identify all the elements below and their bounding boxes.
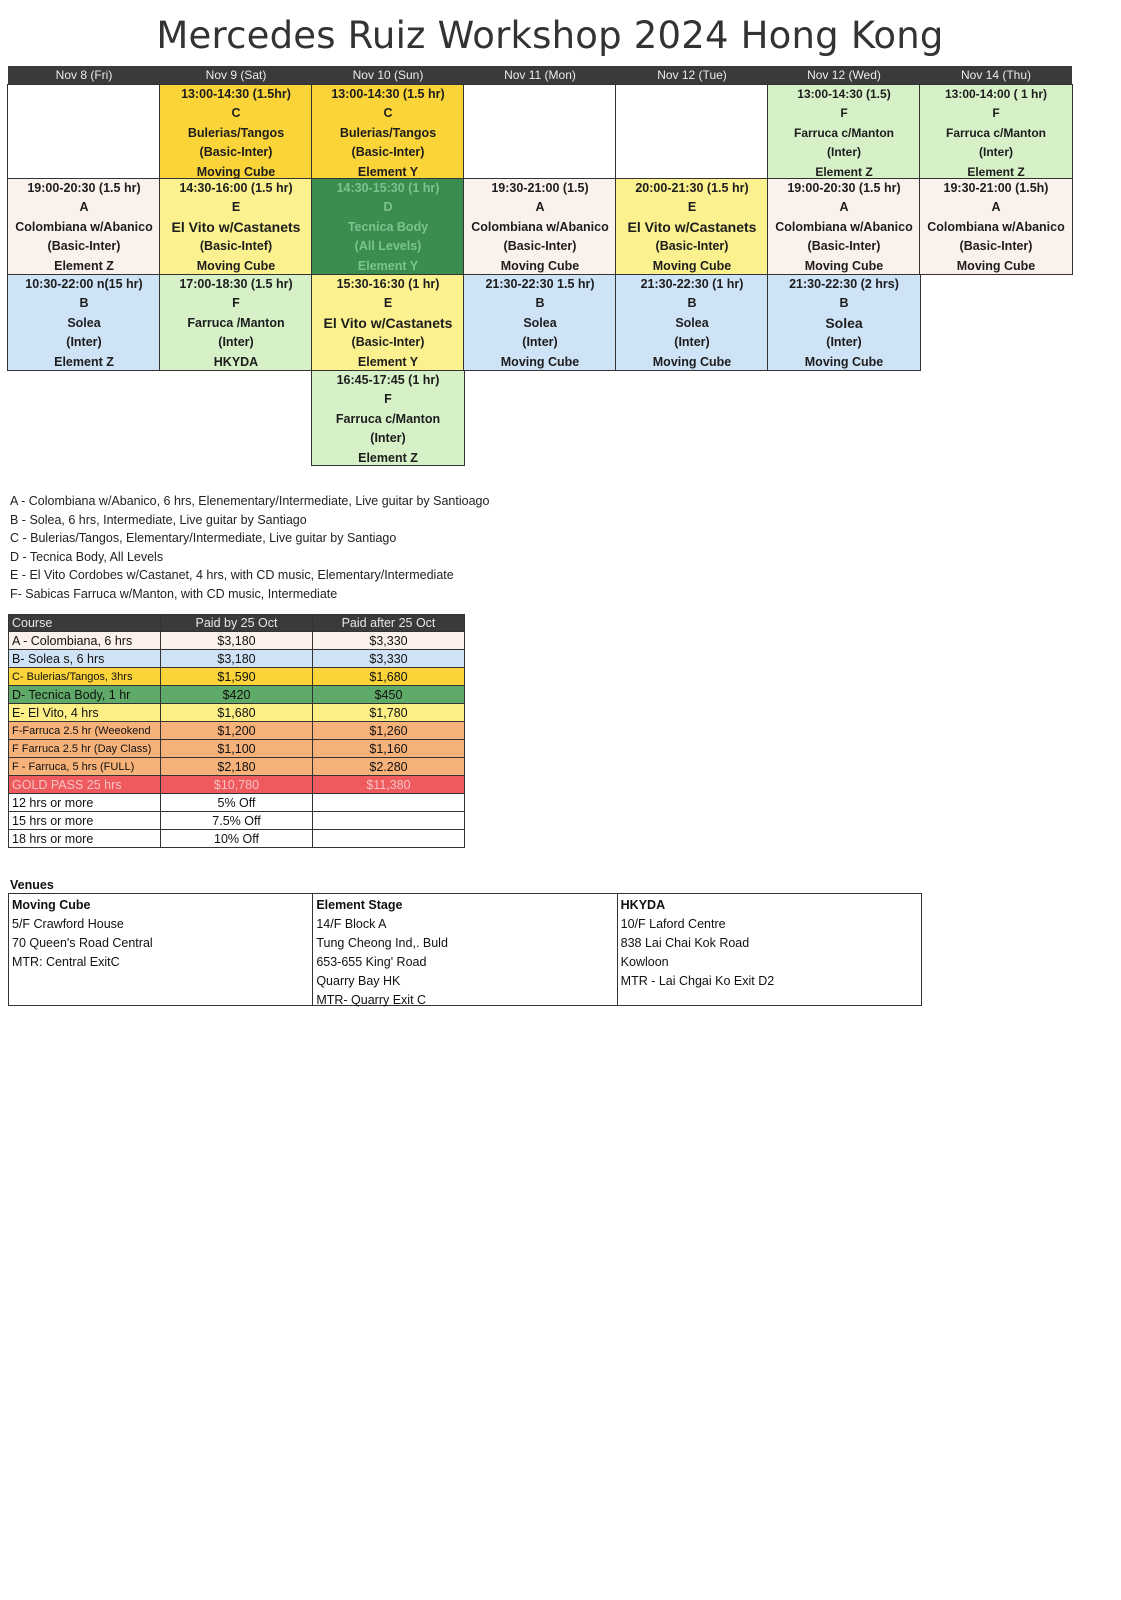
class-venue: Moving Cube (804, 354, 884, 369)
class-level: (Basic-Inter) (503, 239, 577, 254)
early-price: $1,590 (161, 668, 313, 686)
class-cell-sun-r2 (311, 178, 465, 275)
class-cell-thu-r2 (919, 178, 1073, 275)
early-price: $1,100 (161, 740, 313, 758)
class-title: Solea (825, 314, 863, 331)
class-code: C (383, 106, 393, 121)
class-cell-fri-r3 (7, 274, 161, 371)
class-cell-wed-r1 (767, 84, 921, 179)
price-row (9, 722, 465, 740)
discount-row (9, 794, 465, 812)
late-price: $3,330 (313, 650, 465, 668)
class-title: Farruca c/Manton (793, 125, 895, 140)
late-price: $2.280 (313, 758, 465, 776)
venue-name: Moving Cube (12, 898, 91, 912)
class-cell-tue-r2 (615, 178, 769, 275)
class-code: A (991, 200, 1001, 215)
course-name: C- Bulerias/Tangos, 3hrs (9, 668, 161, 686)
discount-empty (313, 794, 465, 812)
class-cell-mon-r2 (463, 178, 617, 275)
venue-line: MTR- Quarry Exit C (316, 993, 427, 1007)
empty-cell-mon-r1 (463, 84, 617, 179)
class-level: (Inter) (370, 431, 406, 446)
class-cell-sat-r2 (159, 178, 313, 275)
venue-line: 10/F Laford Centre (620, 917, 726, 931)
discount-empty (313, 830, 465, 848)
price-row (9, 668, 465, 686)
class-cell-fri-r2 (7, 178, 161, 275)
venue-line: 838 Lai Chai Kok Road (620, 936, 750, 950)
late-price: $450 (313, 686, 465, 704)
course-name: A - Colombiana, 6 hrs (9, 632, 161, 650)
class-code: B (79, 296, 89, 311)
class-code: C (231, 106, 241, 121)
header-nov-14: Nov 14 (Thu) (920, 66, 1072, 84)
venue-name: HKYDA (620, 898, 666, 912)
venues-table (8, 893, 922, 1006)
class-cell-sun-r4 (311, 370, 465, 466)
class-title: Colombiana w/Abanico (775, 219, 913, 234)
class-title: El Vito w/Castanets (171, 218, 301, 235)
class-time: 16:45-17:45 (1 hr) (336, 373, 440, 387)
class-level: (Inter) (522, 335, 558, 350)
price-row (9, 704, 465, 722)
class-level: (Inter) (979, 145, 1013, 160)
price-row (9, 740, 465, 758)
class-venue: Moving Cube (196, 164, 276, 179)
class-code: B (839, 296, 849, 311)
class-code: B (535, 296, 545, 311)
venue-line: 14/F Block A (316, 917, 387, 931)
venues-label: Venues (10, 878, 54, 892)
discount-row (9, 830, 465, 848)
late-price: $1,160 (313, 740, 465, 758)
class-title: Solea (523, 315, 557, 330)
early-price: $2,180 (161, 758, 313, 776)
legend-item: E - El Vito Cordobes w/Castanet, 4 hrs, with CD music, Elementary/Intermediate (10, 568, 454, 583)
class-time: 14:30-16:00 (1.5 hr) (179, 181, 293, 195)
header-nov-9: Nov 9 (Sat) (160, 66, 312, 84)
class-level: (Inter) (674, 335, 710, 350)
header-nov-12-wed: Nov 12 (Wed) (768, 66, 920, 84)
class-venue: Element Y (357, 164, 419, 179)
class-level: (Basic-Intef) (199, 239, 273, 254)
class-level: (Basic-Inter) (959, 239, 1033, 254)
class-level: (Basic-Inter) (655, 239, 729, 254)
class-time: 20:00-21:30 (1.5 hr) (635, 181, 749, 195)
venue-line: Kowloon (620, 955, 669, 969)
class-venue: Element Y (357, 258, 419, 273)
class-time: 19:00-20:30 (1.5 hr) (27, 181, 141, 195)
legend-item: A - Colombiana w/Abanico, 6 hrs, Elenementary/Intermediate, Live guitar by Santioago (10, 494, 490, 508)
col-course: Course (9, 615, 161, 632)
class-venue: Element Z (815, 164, 873, 179)
class-title: Farruca c/Manton (335, 411, 441, 426)
empty-cell-fri-r1 (7, 84, 161, 179)
class-level: (Inter) (827, 145, 861, 160)
class-code: F (384, 392, 392, 407)
class-venue: Element Z (54, 258, 114, 273)
discount-value: 5% Off (161, 794, 313, 812)
class-cell-sat-r1 (159, 84, 313, 179)
venue-line: Quarry Bay HK (316, 974, 401, 988)
venue-line: Tung Cheong Ind,. Buld (316, 936, 448, 950)
class-time: 17:00-18:30 (1.5 hr) (179, 277, 293, 291)
empty-cell-tue-r1 (615, 84, 769, 179)
early-price: $1,680 (161, 704, 313, 722)
class-level: (Basic-Inter) (807, 239, 881, 254)
venue-line: MTR: Central ExitC (12, 955, 120, 969)
venue-line: 70 Queen's Road Central (12, 936, 153, 950)
late-price: $1,680 (313, 668, 465, 686)
late-price: $1,780 (313, 704, 465, 722)
course-legend (10, 492, 489, 604)
class-time: 13:00-14:30 (1.5 hr) (331, 87, 445, 101)
course-name: F - Farruca, 5 hrs (FULL) (9, 758, 161, 776)
course-name: GOLD PASS 25 hrs (9, 776, 161, 794)
class-level: (Basic-Inter) (199, 145, 273, 160)
venue-hkyda (618, 894, 921, 1005)
class-venue: Element Y (357, 354, 419, 369)
early-price: $3,180 (161, 632, 313, 650)
class-code: E (231, 200, 241, 215)
class-level: (Inter) (826, 335, 862, 350)
class-cell-sat-r3 (159, 274, 313, 371)
class-code: A (535, 200, 545, 215)
price-table (8, 614, 465, 848)
class-time: 19:30-21:00 (1.5h) (943, 181, 1049, 195)
course-name: F-Farruca 2.5 hr (Weeokend (9, 722, 161, 740)
col-paid-by: Paid by 25 Oct (161, 615, 313, 632)
price-row (9, 776, 465, 794)
class-time: 21:30-22:30 (2 hrs) (789, 277, 899, 291)
class-time: 21:30-22:30 1.5 hr) (485, 277, 595, 291)
class-cell-wed-r3 (767, 274, 921, 371)
class-title: El Vito w/Castanets (323, 314, 453, 331)
class-code: A (839, 200, 849, 215)
col-paid-after: Paid after 25 Oct (313, 615, 465, 632)
venue-name: Element Stage (316, 898, 403, 912)
class-venue: Element Z (967, 164, 1025, 179)
discount-empty (313, 812, 465, 830)
legend-item: F- Sabicas Farruca w/Manton, with CD music, Intermediate (10, 586, 338, 601)
discount-threshold: 18 hrs or more (9, 830, 161, 848)
class-time: 15:30-16:30 (1 hr) (336, 277, 440, 291)
class-cell-mon-r3 (463, 274, 617, 371)
class-level: (All Levels) (354, 239, 422, 254)
discount-value: 7.5% Off (161, 812, 313, 830)
class-level: (Basic-Inter) (47, 239, 121, 254)
venue-line: 5/F Crawford House (12, 917, 124, 931)
class-title: Colombiana w/Abanico (471, 219, 609, 234)
price-row (9, 632, 465, 650)
class-cell-wed-r2 (767, 178, 921, 275)
class-code: B (687, 296, 697, 311)
price-row (9, 758, 465, 776)
legend-item: B - Solea, 6 hrs, Intermediate, Live guitar by Santiago (10, 512, 307, 527)
page-title: Mercedes Ruiz Workshop 2024 Hong Kong (156, 14, 944, 57)
class-time: 10:30-22:00 n(15 hr) (25, 277, 143, 291)
price-table-header (9, 615, 465, 632)
class-venue: Moving Cube (804, 258, 884, 273)
header-nov-12-tue: Nov 12 (Tue) (616, 66, 768, 84)
header-nov-10: Nov 10 (Sun) (312, 66, 464, 84)
class-venue: HKYDA (213, 354, 259, 369)
class-time: 19:30-21:00 (1.5) (491, 181, 589, 195)
early-price: $10,780 (161, 776, 313, 794)
legend-item: D - Tecnica Body, All Levels (10, 549, 164, 564)
discount-threshold: 12 hrs or more (9, 794, 161, 812)
legend-item: C - Bulerias/Tangos, Elementary/Intermediate, Live guitar by Santiago (10, 531, 397, 546)
venue-line: 653-655 King' Road (316, 955, 427, 969)
class-title: El Vito w/Castanets (627, 218, 757, 235)
class-title: Solea (67, 315, 101, 330)
class-cell-tue-r3 (615, 274, 769, 371)
late-price: $11,380 (313, 776, 465, 794)
class-title: Farruca c/Manton (945, 125, 1047, 140)
course-name: E- El Vito, 4 hrs (9, 704, 161, 722)
class-venue: Moving Cube (956, 258, 1036, 273)
class-time: 14:30-15:30 (1 hr) (336, 181, 440, 195)
class-title: Colombiana w/Abanico (15, 219, 153, 234)
class-time: 21:30-22:30 (1 hr) (640, 277, 744, 291)
class-code: D (383, 200, 393, 215)
class-venue: Moving Cube (652, 258, 732, 273)
early-price: $3,180 (161, 650, 313, 668)
class-code: F (232, 296, 240, 311)
class-level: (Inter) (66, 335, 102, 350)
late-price: $1,260 (313, 722, 465, 740)
discount-row (9, 812, 465, 830)
class-code: A (79, 200, 89, 215)
course-name: D- Tecnica Body, 1 hr (9, 686, 161, 704)
class-title: Farruca /Manton (187, 315, 285, 330)
venue-element-stage (313, 894, 617, 1005)
class-cell-thu-r1 (919, 84, 1073, 179)
venue-moving-cube (9, 894, 313, 1005)
class-venue: Moving Cube (500, 258, 580, 273)
class-level: (Inter) (218, 335, 254, 350)
late-price: $3,330 (313, 632, 465, 650)
discount-value: 10% Off (161, 830, 313, 848)
header-nov-8: Nov 8 (Fri) (8, 66, 160, 84)
class-title: Colombiana w/Abanico (927, 219, 1065, 234)
early-price: $1,200 (161, 722, 313, 740)
class-code: E (383, 296, 393, 311)
class-venue: Element Z (54, 354, 114, 369)
price-row (9, 650, 465, 668)
header-nov-11: Nov 11 (Mon) (464, 66, 616, 84)
class-code: F (840, 106, 848, 121)
class-time: 13:00-14:00 ( 1 hr) (944, 87, 1048, 101)
class-venue: Moving Cube (652, 354, 732, 369)
class-code: F (992, 106, 1000, 121)
class-level: (Basic-Inter) (351, 145, 425, 160)
class-level: (Basic-Inter) (351, 335, 425, 350)
discount-threshold: 15 hrs or more (9, 812, 161, 830)
class-title: Solea (675, 315, 709, 330)
class-venue: Moving Cube (500, 354, 580, 369)
early-price: $420 (161, 686, 313, 704)
class-title: Bulerias/Tangos (187, 125, 285, 140)
class-title: Tecnica Body (347, 219, 429, 234)
price-row (9, 686, 465, 704)
venue-line: MTR - Lai Chgai Ko Exit D2 (620, 974, 775, 988)
course-name: B- Solea s, 6 hrs (9, 650, 161, 668)
class-cell-sun-r3 (311, 274, 465, 371)
class-venue: Moving Cube (196, 258, 276, 273)
course-name: F Farruca 2.5 hr (Day Class) (9, 740, 161, 758)
class-cell-sun-r1 (311, 84, 465, 179)
class-venue: Element Z (358, 450, 418, 465)
class-time: 19:00-20:30 (1.5 hr) (787, 181, 901, 195)
class-time: 13:00-14:30 (1.5hr) (181, 87, 291, 101)
class-code: E (687, 200, 697, 215)
class-title: Bulerias/Tangos (339, 125, 437, 140)
class-time: 13:00-14:30 (1.5) (797, 87, 891, 101)
